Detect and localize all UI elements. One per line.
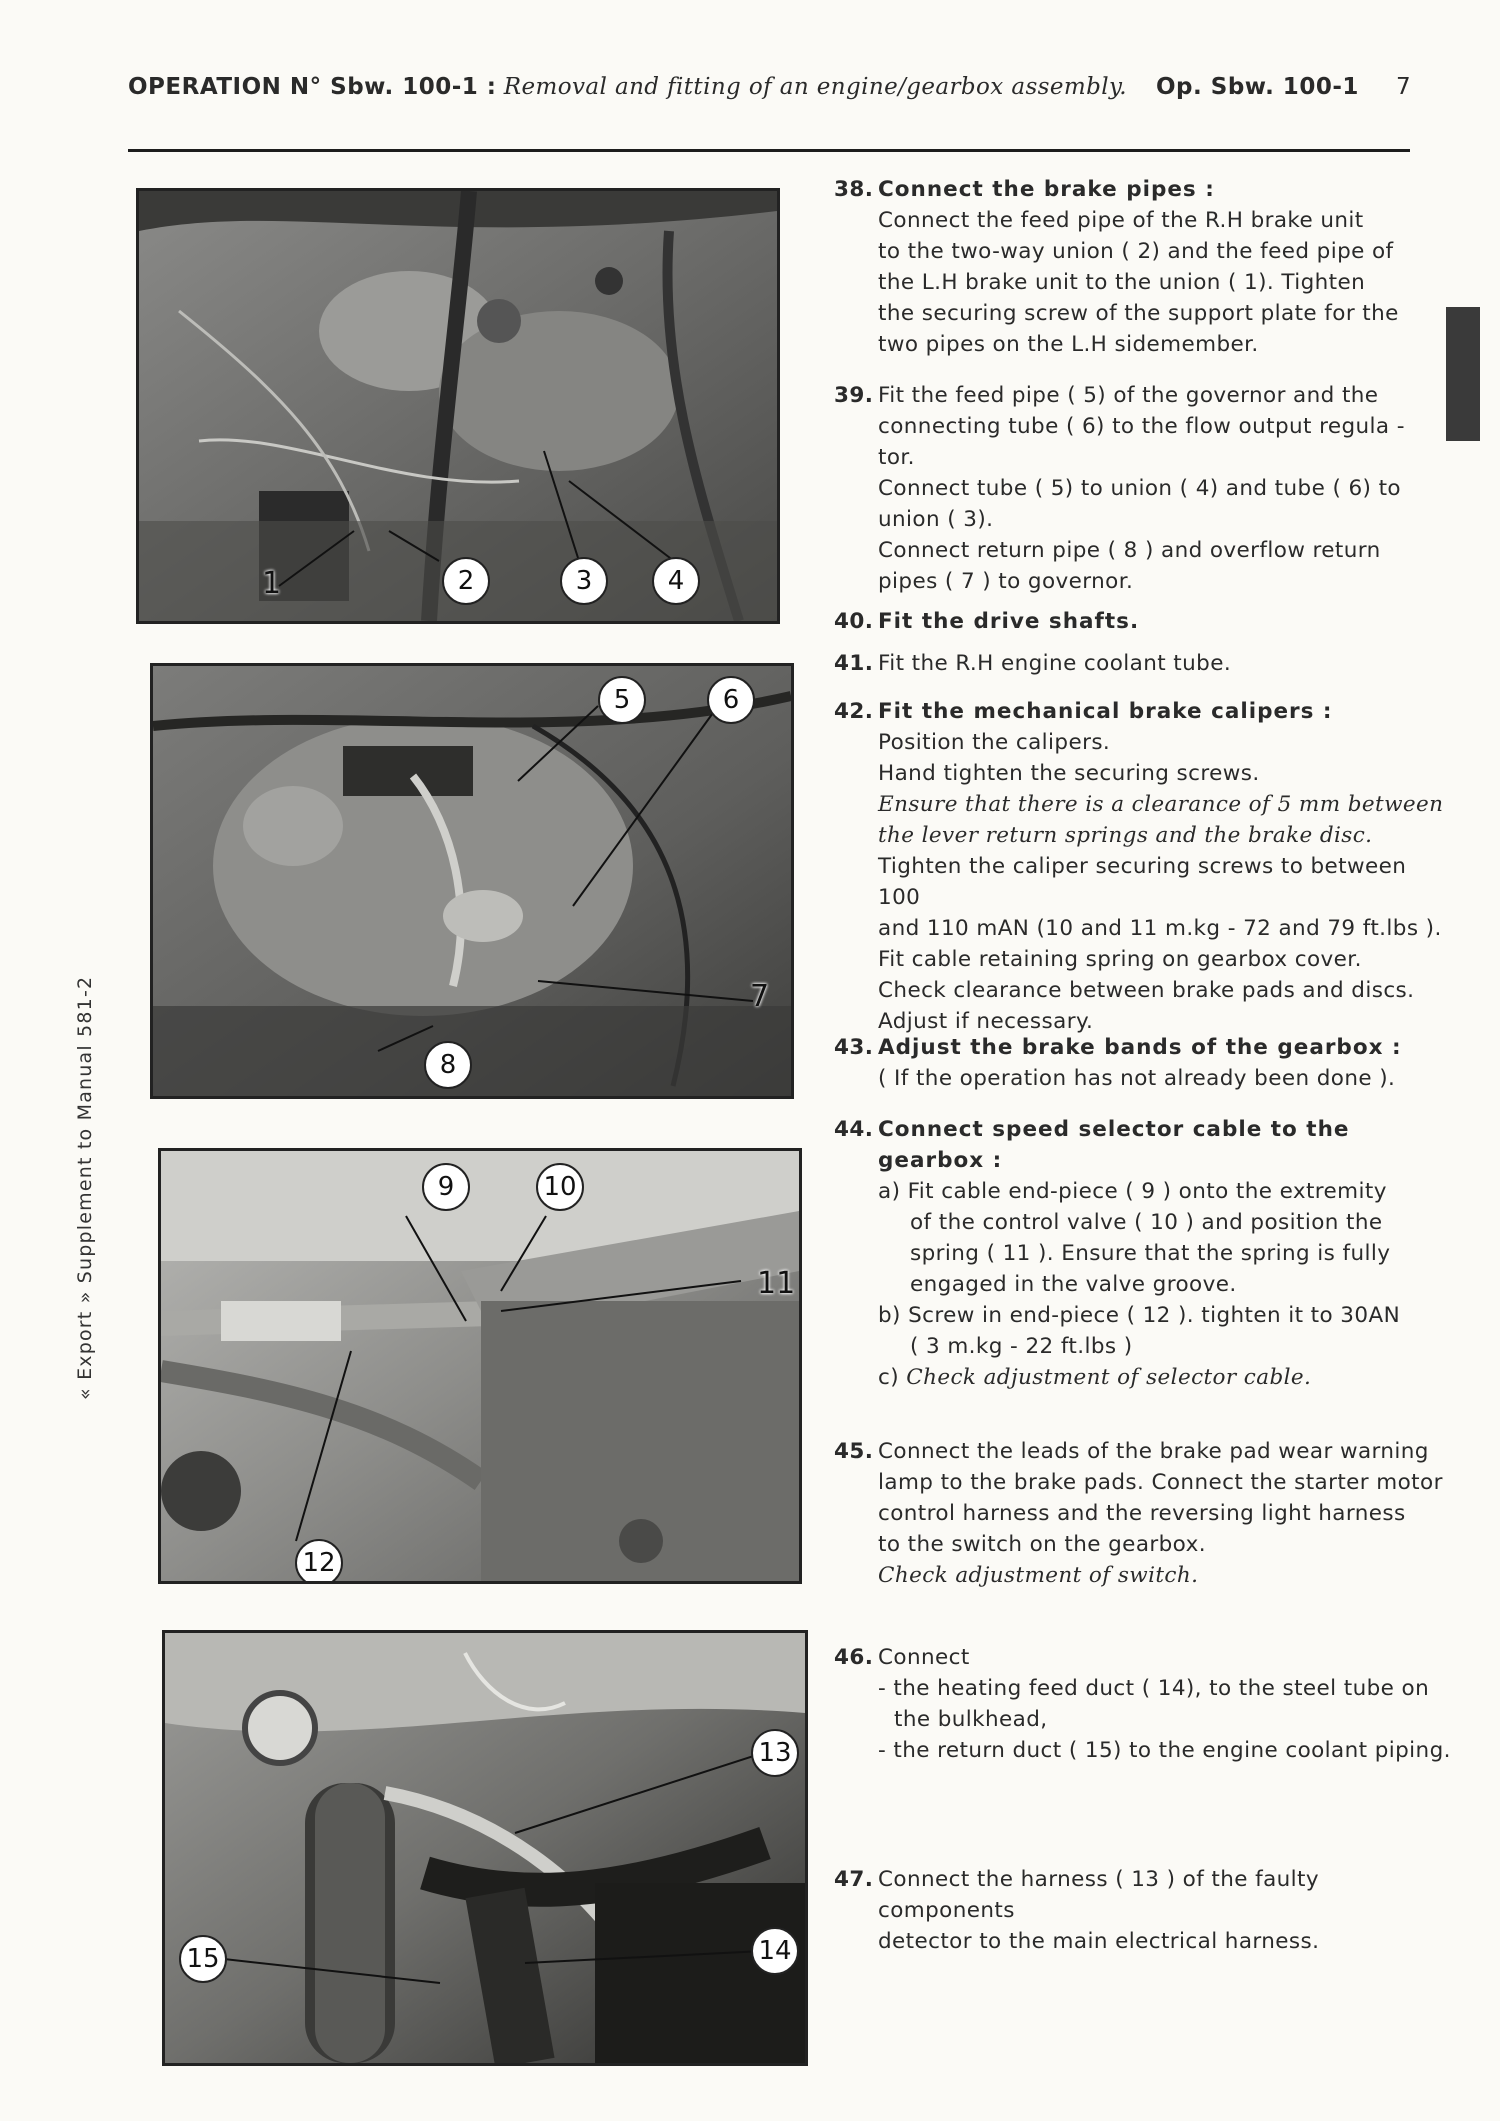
step-number: 41. bbox=[834, 651, 874, 676]
step-line: Connect the harness ( 13 ) of the faulty components bbox=[878, 1867, 1320, 1923]
step-line: Position the calipers. bbox=[878, 730, 1111, 755]
step-line: union ( 3). bbox=[878, 507, 994, 532]
step-line: the L.H brake unit to the union ( 1). Tighten bbox=[878, 270, 1366, 295]
substep-a: a) Fit cable end-piece ( 9 ) onto the extremity bbox=[878, 1179, 1387, 1204]
engine-photo-2 bbox=[153, 666, 791, 1096]
callout-6: 6 bbox=[707, 676, 755, 724]
header-rule bbox=[128, 149, 1410, 152]
step-note: Ensure that there is a clearance of 5 mm between bbox=[878, 792, 1444, 817]
step-41 bbox=[834, 648, 1454, 679]
callout-2: 2 bbox=[442, 557, 490, 605]
step-line: detector to the main electrical harness. bbox=[878, 1929, 1320, 1954]
step-line: the bulkhead, bbox=[894, 1707, 1048, 1732]
step-line: Connect return pipe ( 8 ) and overflow return bbox=[878, 538, 1381, 563]
step-heading: Fit the drive shafts. bbox=[878, 609, 1140, 634]
substep-c-prefix: c) bbox=[878, 1365, 900, 1390]
step-line: the securing screw of the support plate for the bbox=[878, 301, 1399, 326]
sidebar-vertical-text: « Export » Supplement to Manual 581-2 bbox=[74, 975, 96, 1400]
step-number: 47. bbox=[834, 1867, 874, 1892]
callout-3: 3 bbox=[560, 557, 608, 605]
step-text: Fit the R.H engine coolant tube. bbox=[878, 651, 1232, 676]
gearbox-photo-3 bbox=[161, 1151, 799, 1581]
step-line: to the switch on the gearbox. bbox=[878, 1532, 1206, 1557]
step-line: Connect the feed pipe of the R.H brake unit bbox=[878, 208, 1364, 233]
callout-11: 11 bbox=[757, 1266, 796, 1301]
figure-3-photo bbox=[158, 1148, 802, 1584]
header-title: Removal and fitting of an engine/gearbox assembly. bbox=[503, 74, 1128, 100]
step-number: 39. bbox=[834, 383, 874, 408]
callout-5: 5 bbox=[598, 676, 646, 724]
step-line: control harness and the reversing light harness bbox=[878, 1501, 1406, 1526]
step-line: connecting tube ( 6) to the flow output regula - bbox=[878, 414, 1405, 439]
step-line: to the two-way union ( 2) and the feed pipe of bbox=[878, 239, 1394, 264]
step-line: - the return duct ( 15) to the engine coolant piping. bbox=[878, 1738, 1451, 1763]
step-number: 44. bbox=[834, 1117, 874, 1142]
step-line: pipes ( 7 ) to governor. bbox=[878, 569, 1134, 594]
substep-c-note: Check adjustment of selector cable. bbox=[906, 1365, 1312, 1390]
step-line: - the heating feed duct ( 14), to the steel tube on bbox=[878, 1676, 1430, 1701]
callout-8: 8 bbox=[424, 1041, 472, 1089]
heating-ducts-photo-4 bbox=[165, 1633, 805, 2063]
step-line: Fit the feed pipe ( 5) of the governor and the bbox=[878, 383, 1379, 408]
step-number: 43. bbox=[834, 1035, 874, 1060]
substep-b: b) Screw in end-piece ( 12 ). tighten it to 30AN bbox=[878, 1303, 1401, 1328]
step-number: 46. bbox=[834, 1645, 874, 1670]
step-line: Check clearance between brake pads and discs. bbox=[878, 978, 1415, 1003]
substep-a-line: of the control valve ( 10 ) and position the bbox=[910, 1210, 1383, 1235]
step-38 bbox=[834, 174, 1454, 360]
substep-a-line: spring ( 11 ). Ensure that the spring is fully bbox=[910, 1241, 1391, 1266]
header-left bbox=[128, 74, 1127, 100]
callout-12: 12 bbox=[295, 1539, 343, 1584]
page-header bbox=[128, 74, 1428, 110]
step-line: Connect tube ( 5) to union ( 4) and tube ( 6) to bbox=[878, 476, 1401, 501]
step-line: Adjust if necessary. bbox=[878, 1009, 1094, 1034]
page-number: 7 bbox=[1396, 74, 1411, 100]
step-number: 38. bbox=[834, 177, 874, 202]
step-line: lamp to the brake pads. Connect the starter motor bbox=[878, 1470, 1443, 1495]
step-number: 45. bbox=[834, 1439, 874, 1464]
step-heading: Connect speed selector cable to the gearbox : bbox=[878, 1117, 1350, 1173]
step-text: Connect bbox=[878, 1645, 970, 1670]
figure-1-photo bbox=[136, 188, 780, 624]
callout-7: 7 bbox=[750, 979, 770, 1014]
step-45 bbox=[834, 1436, 1454, 1591]
step-43 bbox=[834, 1032, 1454, 1094]
callout-4: 4 bbox=[652, 557, 700, 605]
step-line: ( If the operation has not already been done ). bbox=[878, 1066, 1396, 1091]
step-number: 42. bbox=[834, 699, 874, 724]
substep-b-line: ( 3 m.kg - 22 ft.lbs ) bbox=[910, 1334, 1133, 1359]
step-line: tor. bbox=[878, 445, 915, 470]
step-heading: Fit the mechanical brake calipers : bbox=[878, 699, 1333, 724]
step-line: Connect the leads of the brake pad wear warning bbox=[878, 1439, 1429, 1464]
step-heading: Connect the brake pipes : bbox=[878, 177, 1215, 202]
step-46 bbox=[834, 1642, 1454, 1766]
step-47 bbox=[834, 1864, 1454, 1957]
substep-c bbox=[878, 1362, 1454, 1393]
callout-13: 13 bbox=[751, 1729, 799, 1777]
step-39 bbox=[834, 380, 1454, 597]
step-note: the lever return springs and the brake disc. bbox=[878, 823, 1373, 848]
callout-10: 10 bbox=[536, 1163, 584, 1211]
engine-photo-1 bbox=[139, 191, 777, 621]
step-heading: Adjust the brake bands of the gearbox : bbox=[878, 1035, 1402, 1060]
step-44 bbox=[834, 1114, 1454, 1393]
step-line: two pipes on the L.H sidemember. bbox=[878, 332, 1259, 357]
header-operation: OPERATION N° Sbw. 100-1 : bbox=[128, 74, 497, 100]
callout-14: 14 bbox=[751, 1927, 799, 1975]
substep-a-line: engaged in the valve groove. bbox=[910, 1272, 1237, 1297]
callout-9: 9 bbox=[422, 1163, 470, 1211]
step-line: Hand tighten the securing screws. bbox=[878, 761, 1260, 786]
callout-1: 1 bbox=[262, 566, 282, 601]
step-40 bbox=[834, 606, 1454, 637]
callout-15: 15 bbox=[179, 1935, 227, 1983]
step-line: Fit cable retaining spring on gearbox cover. bbox=[878, 947, 1362, 972]
step-42 bbox=[834, 696, 1454, 1037]
step-line: Tighten the caliper securing screws to between 100 bbox=[878, 854, 1407, 910]
header-reference: Op. Sbw. 100-1 bbox=[1156, 74, 1359, 100]
step-line: and 110 mAN (10 and 11 m.kg - 72 and 79 ft.lbs ). bbox=[878, 916, 1442, 941]
figure-4-photo bbox=[162, 1630, 808, 2066]
figure-2-photo bbox=[150, 663, 794, 1099]
step-number: 40. bbox=[834, 609, 874, 634]
step-note: Check adjustment of switch. bbox=[878, 1563, 1199, 1588]
